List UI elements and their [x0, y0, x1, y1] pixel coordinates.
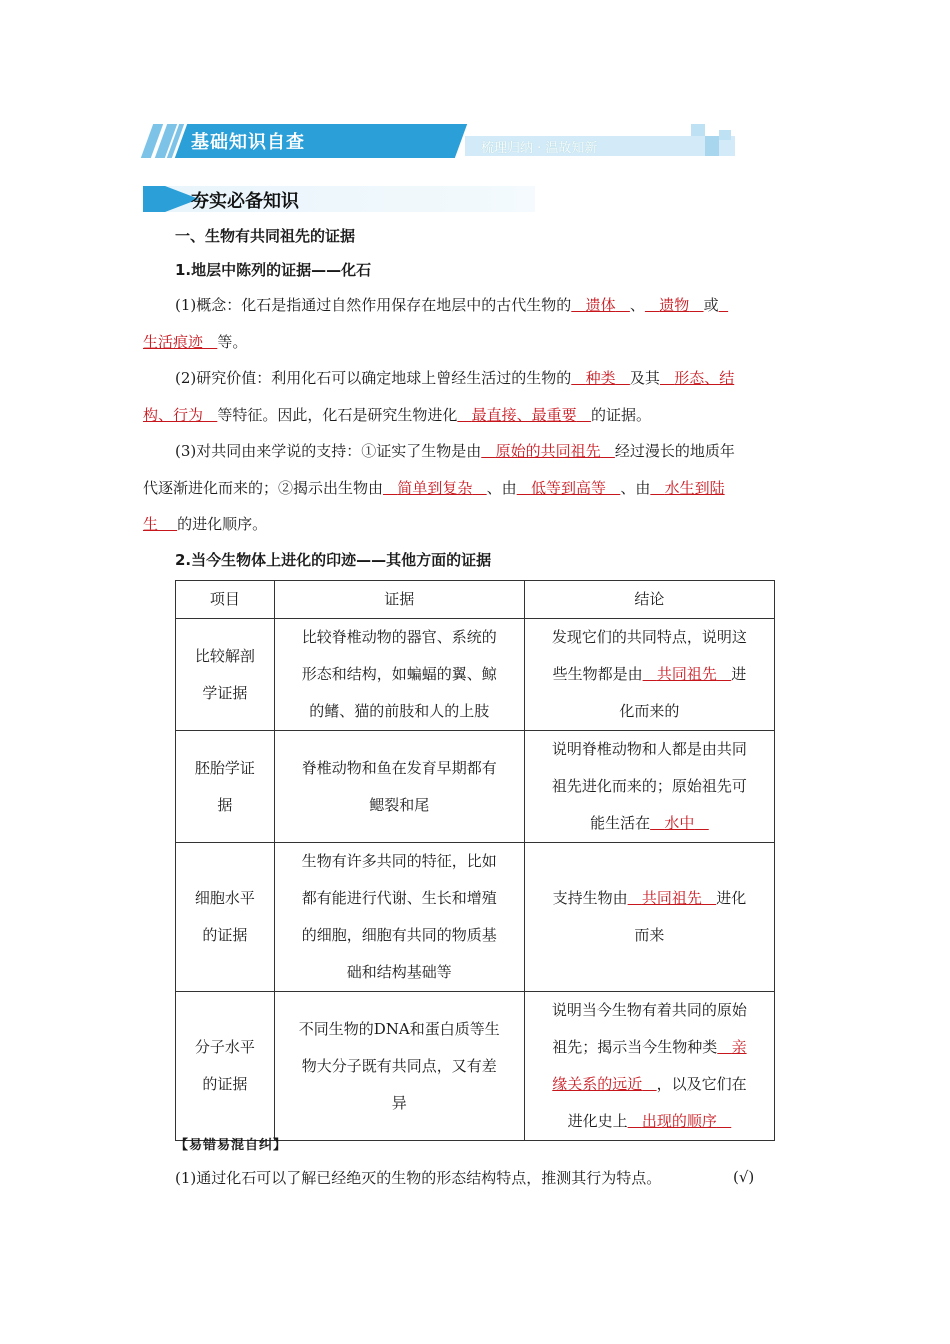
paragraph-concept-line2: 生活痕迹 等。	[143, 333, 248, 351]
answer-mark: (√)	[733, 1168, 755, 1186]
paragraph-support-line2: 代逐渐进化而来的；②揭示出生物由 简单到复杂 、由 低等到高等 、由 水生到陆	[143, 479, 725, 497]
heading-common-ancestor: 一、生物有共同祖先的证据	[175, 227, 356, 245]
section-title: 夯实必备知识	[191, 191, 299, 212]
row-conclusion: 说明脊椎动物和人都是由共同 祖先进化而来的；原始祖先可 能生活在 水中	[524, 731, 774, 843]
answer-simple-complex: 简单到复杂	[397, 479, 473, 497]
table-row	[176, 731, 775, 843]
answer-remains: 遗体	[585, 296, 616, 314]
row-evidence: 生物有许多共同的特征，比如 都有能进行代谢、生长和增殖 的细胞，细胞有共同的物质基 础和结构基础等	[274, 843, 524, 992]
table-row	[176, 619, 775, 731]
answer-kinship: 缘关系的远近	[552, 1075, 643, 1093]
answer-in-water: 水中	[664, 814, 695, 832]
answer-low-high: 低等到高等	[530, 479, 606, 497]
banner-title: 基础知识自查	[191, 132, 305, 153]
answer-relics: 遗物	[659, 296, 690, 314]
evidence-table	[175, 580, 775, 1141]
heading-other-evidence: 2.当今生物体上进化的印迹——其他方面的证据	[175, 551, 492, 569]
header-conclusion: 结论	[524, 581, 774, 619]
answer-species: 种类	[585, 369, 616, 387]
answer-most-direct: 最直接、最重要	[471, 406, 577, 424]
table-header-row	[176, 581, 775, 619]
row-conclusion: 发现它们的共同特点，说明这 些生物都是由 共同祖先 进 化而来的	[524, 619, 774, 731]
heading-fossil: 1.地层中陈列的证据——化石	[175, 261, 372, 279]
row-evidence: 比较脊椎动物的器官、系统的 形态和结构，如蝙蝠的翼、鲸 的鳍、猫的前肢和人的上肢	[274, 619, 524, 731]
table-row	[176, 843, 775, 992]
row-item: 胚胎学证 据	[176, 731, 275, 843]
row-item: 分子水平 的证据	[176, 992, 275, 1141]
answer-primitive-ancestor: 原始的共同祖先	[495, 442, 601, 460]
row-conclusion: 说明当今生物有着共同的原始 祖先；揭示当今生物种类 亲 缘关系的远近 ，以及它们在 进化史上 出现的顺序	[524, 992, 774, 1141]
section-header	[143, 186, 535, 212]
header-item: 项目	[176, 581, 275, 619]
answer-order: 出现的顺序	[641, 1112, 717, 1130]
table-row	[176, 992, 775, 1141]
paragraph-value-line2: 构、行为 等特征。因此，化石是研究生物进化 最直接、最重要 的证据。	[143, 406, 651, 424]
chapter-banner	[143, 124, 737, 158]
header-evidence: 证据	[274, 581, 524, 619]
paragraph-support-line3: 生 的进化顺序。	[143, 515, 268, 533]
answer-common-ancestor: 共同祖先	[641, 889, 702, 907]
answer-common-ancestor: 共同祖先	[656, 665, 717, 683]
row-item: 比较解剖 学证据	[176, 619, 275, 731]
row-evidence: 脊椎动物和鱼在发育早期都有 鳃裂和尾	[274, 731, 524, 843]
row-evidence: 不同生物的DNA和蛋白质等生 物大分子既有共同点，又有差 异	[274, 992, 524, 1141]
paragraph-support-line1: (3)对共同由来学说的支持：①证实了生物是由 原始的共同祖先 经过漫长的地质年	[175, 442, 735, 460]
answer-traces: 生活痕迹	[143, 333, 204, 351]
paragraph-value-line1: (2)研究价值：利用化石可以确定地球上曾经生活过的生物的 种类 及其 形态、结	[175, 369, 735, 387]
row-conclusion: 支持生物由 共同祖先 进化 而来	[524, 843, 774, 992]
answer-water-land: 生	[143, 515, 159, 533]
banner-subtitle: 梳理归纳 · 温故知新	[481, 141, 598, 156]
question-1: (1)通过化石可以了解已经绝灭的生物的形态结构特点，推测其行为特点。	[175, 1169, 662, 1187]
error-correction-label: 【易错易混自纠】	[175, 1138, 288, 1153]
paragraph-concept-line1: (1)概念：化石是指通过自然作用保存在地层中的古代生物的 遗体 、 遗物 或	[175, 296, 719, 314]
row-item: 细胞水平 的证据	[176, 843, 275, 992]
